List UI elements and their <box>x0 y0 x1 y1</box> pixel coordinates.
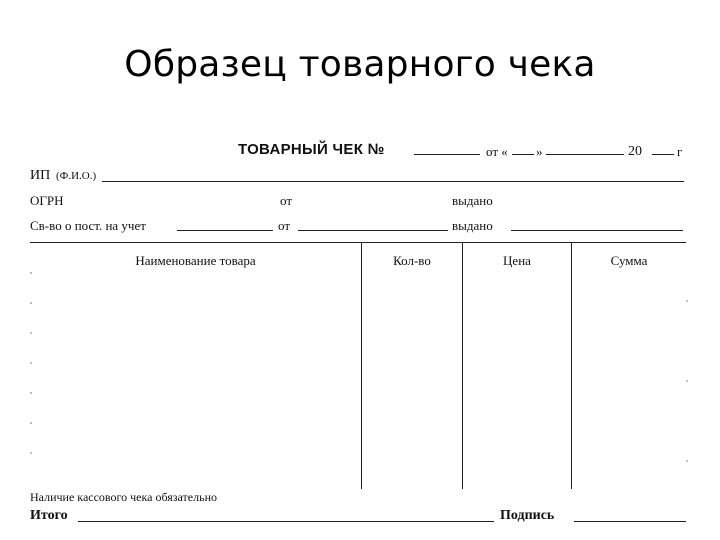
total-blank <box>78 521 494 522</box>
table-divider-2 <box>462 243 463 489</box>
cert-issued-label: выдано <box>452 218 493 233</box>
signature-label: Подпись <box>500 508 555 523</box>
receipt-day-blank <box>512 154 534 155</box>
receipt-title: ТОВАРНЫЙ ЧЕК № <box>238 141 385 158</box>
cert-date-blank <box>298 230 448 231</box>
receipt-year-prefix: 20 <box>628 144 642 159</box>
col-header-price: Цена <box>503 253 531 268</box>
receipt-year-suffix: г <box>677 144 683 159</box>
ogrn-issued-label: выдано <box>452 193 493 208</box>
fio-label: (Ф.И.О.) <box>56 170 97 182</box>
total-label: Итого <box>30 508 68 523</box>
table-divider-1 <box>361 243 362 489</box>
ogrn-from-label: от <box>280 193 293 208</box>
cert-issuer-blank <box>511 230 683 231</box>
ip-label: ИП <box>30 168 51 183</box>
receipt-quote-close: » <box>536 144 543 159</box>
receipt-date-from: от « <box>486 144 508 159</box>
col-header-qty: Кол-во <box>393 253 431 268</box>
cert-number-blank <box>177 230 273 231</box>
table-divider-3 <box>571 243 572 489</box>
receipt-number-blank <box>414 154 480 155</box>
col-header-name: Наименование товара <box>135 253 256 268</box>
ip-name-blank <box>102 181 684 182</box>
ogrn-label: ОГРН <box>30 193 64 208</box>
table-top-border <box>30 242 686 243</box>
cash-receipt-note: Наличие кассового чека обязательно <box>30 490 217 504</box>
receipt-year-blank <box>652 154 674 155</box>
col-header-sum: Сумма <box>610 253 648 268</box>
slide-title: Образец товарного чека <box>124 44 596 85</box>
cert-from-label: от <box>278 218 291 233</box>
receipt-month-blank <box>546 154 624 155</box>
cert-label: Св-во о пост. на учет <box>30 218 146 233</box>
signature-blank <box>574 521 686 522</box>
